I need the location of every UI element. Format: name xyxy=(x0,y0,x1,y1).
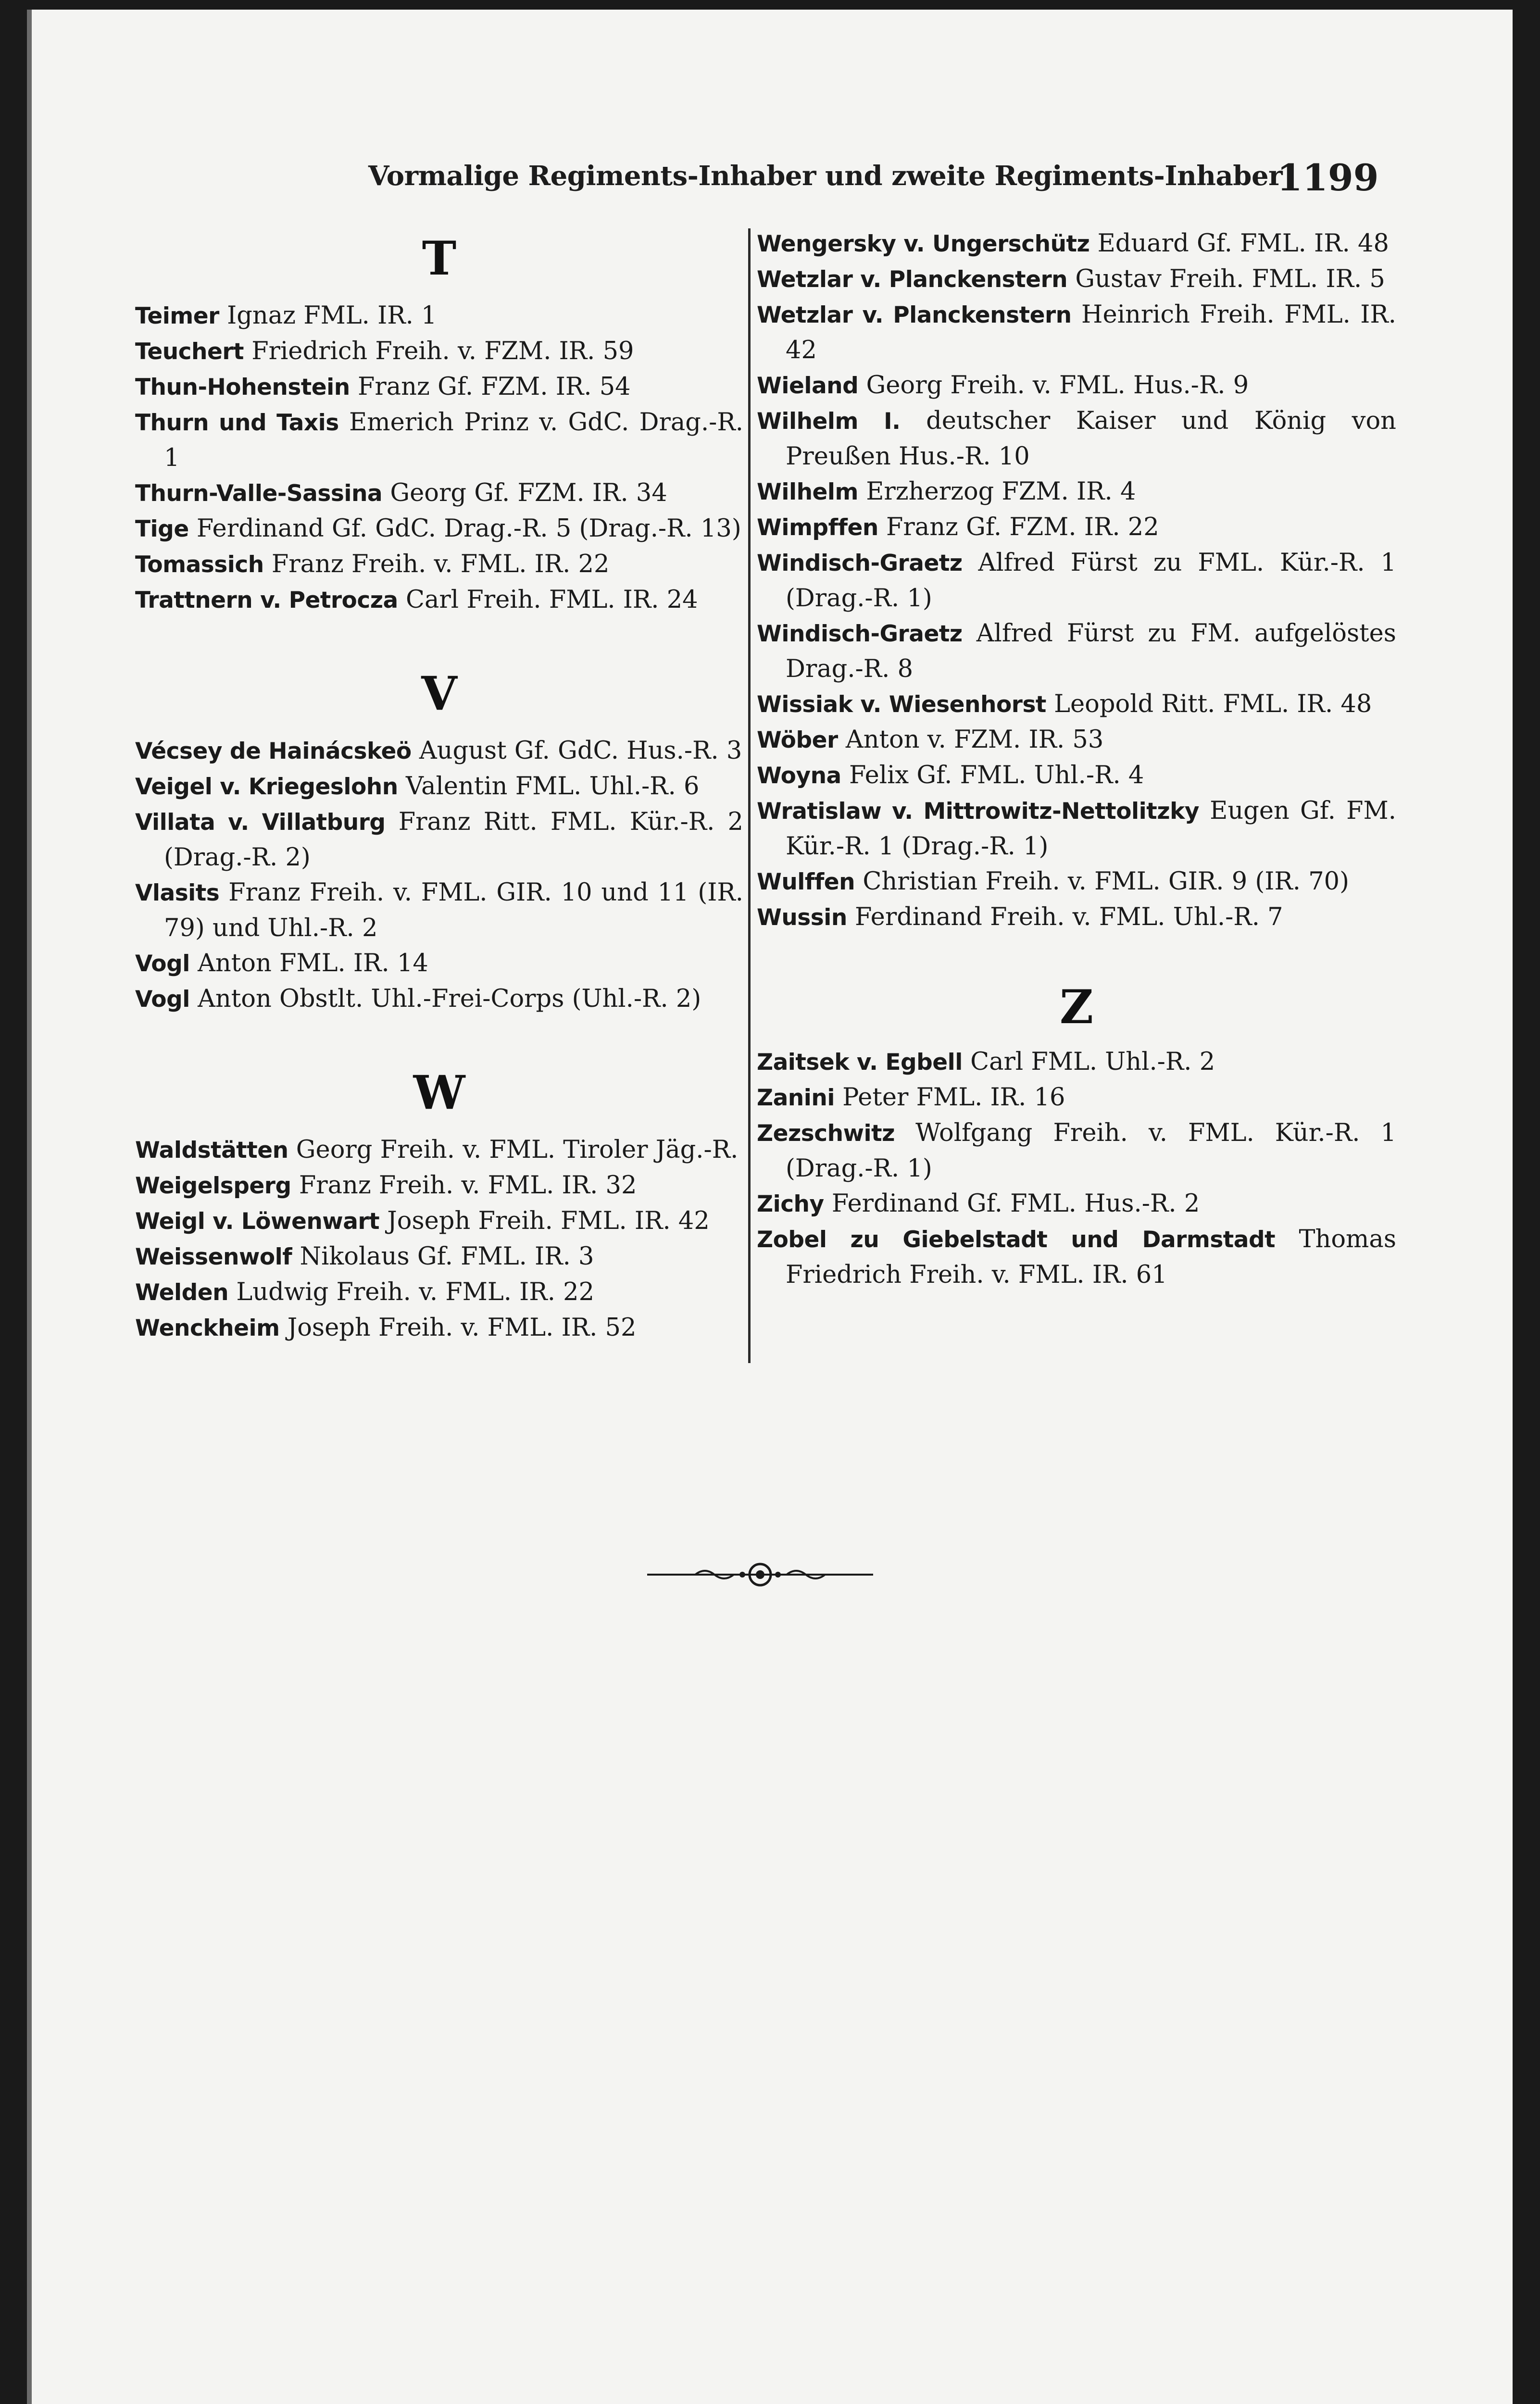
entry-text: Franz Freih. v. FML. IR. 22 xyxy=(271,550,610,578)
entry-text: Georg Gf. FZM. IR. 34 xyxy=(390,479,667,507)
entry-name: Wratislaw v. Mittrowitz-Nettolitzky xyxy=(757,798,1199,825)
entry-text: Wolfgang Freih. v. FML. Kür.-R. 1 (Drag.-R. 1) xyxy=(786,1119,1396,1183)
entry-name: Zobel zu Giebelstadt und Darmstadt xyxy=(757,1227,1276,1253)
entry-text: Anton FML. IR. 14 xyxy=(198,949,428,977)
entry-name: Wilhelm xyxy=(757,479,858,505)
entry-text: August Gf. GdC. Hus.-R. 3 xyxy=(419,737,742,765)
entry-name: Wenckheim xyxy=(135,1315,280,1341)
entry-text: Ludwig Freih. v. FML. IR. 22 xyxy=(236,1278,595,1306)
entry-wc-3 xyxy=(757,368,1396,403)
entry-text: deutscher Kaiser und König von Preußen Hus.-R. 10 xyxy=(786,407,1396,471)
entry-text: Friedrich Freih. v. FZM. IR. 59 xyxy=(251,337,634,365)
entry-wc-1 xyxy=(757,262,1396,297)
entry-name: Vécsey de Hainácskeö xyxy=(135,738,412,764)
entry-z-4 xyxy=(757,1222,1396,1292)
entry-name: Tomassich xyxy=(135,551,264,578)
entry-name: Weissenwolf xyxy=(135,1244,292,1270)
page-header xyxy=(32,156,1517,200)
entry-text: Franz Ritt. FML. Kür.-R. 2 (Drag.-R. 2) xyxy=(164,808,743,872)
entry-text: Ferdinand Freih. v. FML. Uhl.-R. 7 xyxy=(855,903,1283,931)
entry-text: Ignaz FML. IR. 1 xyxy=(227,301,437,330)
entry-text: Ferdinand Gf. GdC. Drag.-R. 5 (Drag.-R. 13) xyxy=(196,514,741,543)
left-column xyxy=(135,228,743,1346)
entry-wc-11 xyxy=(757,758,1396,793)
right-column xyxy=(757,226,1396,1292)
entry-name: Wulffen xyxy=(757,869,855,895)
book-page xyxy=(27,10,1513,2404)
entry-name: Vlasits xyxy=(135,880,220,906)
entry-text: Thomas Friedrich Freih. v. FML. IR. 61 xyxy=(786,1225,1396,1289)
entry-name: Wimpffen xyxy=(757,514,878,541)
entry-name: Wissiak v. Wiesenhorst xyxy=(757,691,1046,718)
entry-name: Wieland xyxy=(757,373,859,399)
entry-text: Christian Freih. v. FML. GIR. 9 (IR. 70) xyxy=(863,867,1350,896)
entry-v-2 xyxy=(135,804,743,875)
entry-text: Franz Gf. FZM. IR. 22 xyxy=(886,513,1159,541)
entry-z-1 xyxy=(757,1080,1396,1115)
entry-text: Franz Freih. v. FML. GIR. 10 und 11 (IR. 79) und Uhl.-R. 2 xyxy=(164,878,743,942)
entry-wc-9 xyxy=(757,687,1396,722)
section-letter-v: V xyxy=(421,666,457,721)
ornament-icon xyxy=(647,1560,873,1589)
entry-text: Felix Gf. FML. Uhl.-R. 4 xyxy=(849,761,1144,789)
entry-wc-12 xyxy=(757,793,1396,864)
entry-text: Peter FML. IR. 16 xyxy=(842,1083,1065,1112)
running-title: Vormalige Regiments-Inhaber und zweite Regiments-Inhaber xyxy=(368,160,1283,192)
entry-name: Wussin xyxy=(757,904,847,931)
entry-t-4 xyxy=(135,476,743,511)
entry-wc-14 xyxy=(757,900,1396,935)
entry-name: Waldstätten xyxy=(135,1137,288,1164)
entry-name: Windisch-Graetz xyxy=(757,621,963,647)
entry-wc-7 xyxy=(757,545,1396,616)
entry-t-5 xyxy=(135,511,743,547)
entry-t-7 xyxy=(135,582,743,618)
entry-name: Veigel v. Kriegeslohn xyxy=(135,774,398,800)
entry-name: Weigelsperg xyxy=(135,1173,291,1199)
entry-text: Ferdinand Gf. FML. Hus.-R. 2 xyxy=(831,1189,1200,1218)
page-number: 1199 xyxy=(1277,156,1379,199)
section-letter-t: T xyxy=(422,231,457,286)
entry-name: Wöber xyxy=(757,727,838,753)
entry-name: Zaitsek v. Egbell xyxy=(757,1049,963,1076)
entry-text: Gustav Freih. FML. IR. 5 xyxy=(1075,265,1385,293)
entry-wc-13 xyxy=(757,864,1396,900)
entry-t-6 xyxy=(135,547,743,582)
entry-name: Wetzlar v. Planckenstern xyxy=(757,302,1072,328)
entry-name: Welden xyxy=(135,1279,229,1306)
entry-name: Wilhelm I. xyxy=(757,408,901,435)
entry-text: Georg Freih. v. FML. Hus.-R. 9 xyxy=(866,371,1249,400)
entry-w-1 xyxy=(135,1168,743,1203)
entry-text: Eduard Gf. FML. IR. 48 xyxy=(1097,229,1389,258)
section-letter-z: Z xyxy=(1059,980,1094,1034)
entry-text: Georg Freih. v. FML. Tiroler Jäg.-R. xyxy=(296,1136,739,1164)
entry-z-2 xyxy=(757,1115,1396,1186)
entry-text: Franz Gf. FZM. IR. 54 xyxy=(357,373,631,401)
entry-w-2 xyxy=(135,1203,743,1239)
entry-text: Carl Freih. FML. IR. 24 xyxy=(406,586,698,614)
section-letter-w: W xyxy=(413,1065,465,1120)
entry-name: Teimer xyxy=(135,303,219,329)
entry-name: Zezschwitz xyxy=(757,1120,895,1147)
entry-wc-2 xyxy=(757,297,1396,368)
entry-text: Valentin FML. Uhl.-R. 6 xyxy=(405,772,700,801)
entry-text: Leopold Ritt. FML. IR. 48 xyxy=(1054,690,1372,718)
entry-name: Teuchert xyxy=(135,338,244,365)
entry-name: Thun-Hohenstein xyxy=(135,374,350,401)
entry-name: Thurn-Valle-Sassina xyxy=(135,480,383,507)
entry-t-2 xyxy=(135,369,743,405)
entry-v-4 xyxy=(135,946,743,981)
entry-w-4 xyxy=(135,1275,743,1310)
entry-name: Wetzlar v. Planckenstern xyxy=(757,266,1068,293)
entry-text: Carl FML. Uhl.-R. 2 xyxy=(970,1048,1215,1076)
entry-wc-6 xyxy=(757,510,1396,545)
entry-name: Villata v. Villatburg xyxy=(135,809,386,836)
entry-name: Vogl xyxy=(135,986,190,1013)
entry-text: Heinrich Freih. FML. IR. 42 xyxy=(786,300,1397,364)
entry-v-5 xyxy=(135,981,743,1017)
entry-name: Wengersky v. Ungerschütz xyxy=(757,231,1090,257)
entry-wc-10 xyxy=(757,722,1396,758)
column-divider xyxy=(748,228,751,1363)
entry-wc-0 xyxy=(757,226,1396,262)
entry-text: Nikolaus Gf. FML. IR. 3 xyxy=(300,1242,594,1271)
entry-text: Joseph Freih. FML. IR. 42 xyxy=(387,1207,710,1235)
entry-name: Vogl xyxy=(135,951,190,977)
entry-name: Zanini xyxy=(757,1085,835,1111)
entry-text: Alfred Fürst zu FM. aufgelöstes Drag.-R. 8 xyxy=(786,619,1396,683)
entry-text: Emerich Prinz v. GdC. Drag.-R. 1 xyxy=(164,408,743,472)
entry-name: Thurn und Taxis xyxy=(135,410,339,436)
entry-text: Eugen Gf. FM. Kür.-R. 1 (Drag.-R. 1) xyxy=(786,797,1396,861)
entry-text: Franz Freih. v. FML. IR. 32 xyxy=(299,1171,637,1200)
entry-w-0 xyxy=(135,1132,743,1168)
entry-name: Tige xyxy=(135,516,189,542)
entry-v-0 xyxy=(135,733,743,769)
entry-wc-5 xyxy=(757,474,1396,510)
entry-t-1 xyxy=(135,334,743,369)
entry-name: Zichy xyxy=(757,1191,824,1217)
entry-z-3 xyxy=(757,1186,1396,1222)
entry-text: Joseph Freih. v. FML. IR. 52 xyxy=(287,1314,637,1342)
entry-w-3 xyxy=(135,1239,743,1275)
entry-v-3 xyxy=(135,875,743,946)
entry-t-3 xyxy=(135,405,743,476)
entry-v-1 xyxy=(135,769,743,804)
entry-text: Alfred Fürst zu FML. Kür.-R. 1 (Drag.-R. 1) xyxy=(786,549,1396,613)
entry-name: Trattnern v. Petrocza xyxy=(135,587,398,614)
entry-t-0 xyxy=(135,298,743,334)
entry-text: Erzherzog FZM. IR. 4 xyxy=(866,477,1136,506)
entry-wc-4 xyxy=(757,403,1396,474)
entry-name: Woyna xyxy=(757,763,841,789)
entry-w-5 xyxy=(135,1310,743,1346)
entry-name: Weigl v. Löwenwart xyxy=(135,1208,380,1235)
entry-z-0 xyxy=(757,1044,1396,1080)
entry-text: Anton v. FZM. IR. 53 xyxy=(845,726,1104,754)
entry-text: Anton Obstlt. Uhl.-Frei-Corps (Uhl.-R. 2) xyxy=(198,985,701,1013)
entry-wc-8 xyxy=(757,616,1396,687)
entry-name: Windisch-Graetz xyxy=(757,550,963,576)
